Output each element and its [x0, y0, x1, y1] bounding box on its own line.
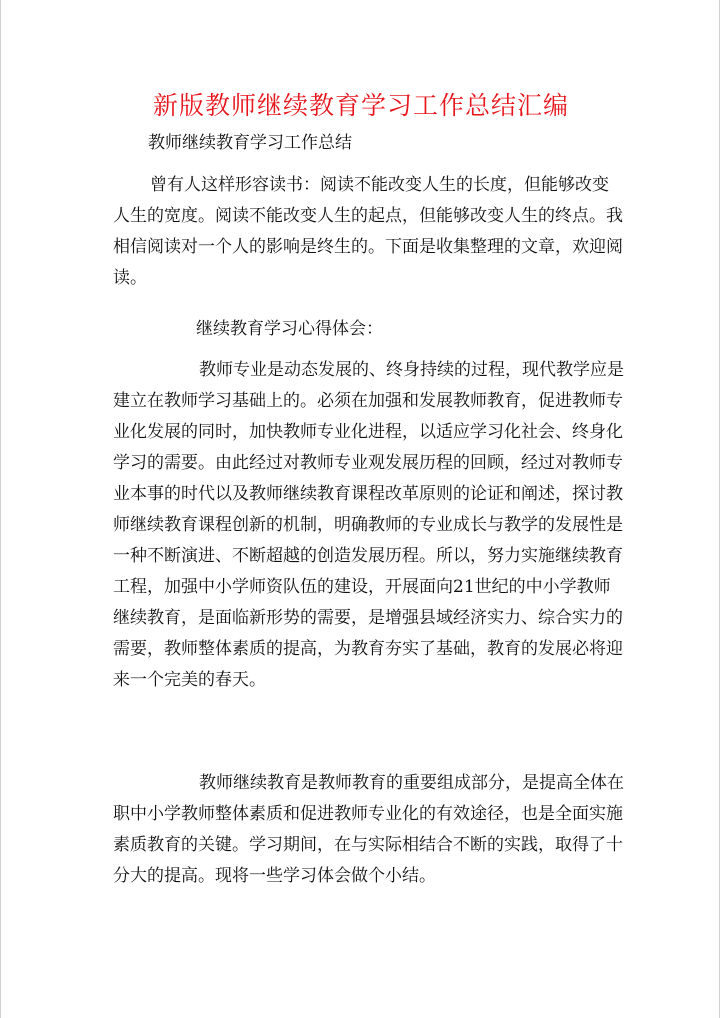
document-subtitle: 教师继续教育学习工作总结 [148, 133, 352, 153]
section-heading: 继续教育学习心得体会： [196, 319, 383, 339]
section-heading-block [113, 314, 615, 345]
text-line: 建立在教师学习基础上的。必须在加强和发展教师教育，促进教师专 [113, 391, 623, 411]
text-line: 教师继续教育是教师教育的重要组成部分，是提高全体在 [199, 773, 624, 793]
text-line: 教师专业是动态发展的、终身持续的过程，现代教学应是 [199, 360, 624, 380]
text-line: 职中小学教师整体素质和促进教师专业化的有效途径，也是全面实施 [113, 804, 623, 824]
text-line: 人生的宽度。阅读不能改变人生的起点，但能够改变人生的终点。我 [113, 206, 623, 226]
body-paragraph-2 [113, 768, 624, 892]
text-line: 读。 [113, 268, 147, 288]
text-line: 继续教育，是面临新形势的需要，是增强县域经济实力、综合实力的 [113, 608, 623, 628]
text-line: 分大的提高。现将一些学习体会做个小结。 [113, 866, 436, 886]
text-line: 来一个完美的春天。 [113, 670, 266, 690]
document-title: 新版教师继续教育学习工作总结汇编 [152, 91, 569, 120]
body-paragraph-1 [113, 355, 624, 696]
text-line: 业本事的时代以及教师继续教育课程改革原则的论证和阐述，探讨教 [113, 484, 623, 504]
text-line: 曾有人这样形容读书：阅读不能改变人生的长度，但能够改变 [150, 175, 609, 195]
text-line: 业化发展的同时，加快教师专业化进程，以适应学习化社会、终身化 [113, 422, 623, 442]
text-line: 工程，加强中小学师资队伍的建设，开展面向21世纪的中小学教师 [113, 577, 611, 597]
text-line: 相信阅读对一个人的影响是终生的。下面是收集整理的文章，欢迎阅 [113, 237, 623, 257]
text-line: 学习的需要。由此经过对教师专业观发展历程的回顾，经过对教师专 [113, 453, 623, 473]
text-line: 师继续教育课程创新的机制，明确教师的专业成长与教学的发展性是 [113, 515, 623, 535]
text-line: 需要，教师整体素质的提高，为教育夯实了基础，教育的发展必将迎 [113, 639, 623, 659]
text-line: 素质教育的关键。学习期间，在与实际相结合不断的实践，取得了十 [113, 835, 623, 855]
intro-paragraph [113, 170, 623, 294]
text-line: 一种不断演进、不断超越的创造发展历程。所以，努力实施继续教育 [113, 546, 623, 566]
